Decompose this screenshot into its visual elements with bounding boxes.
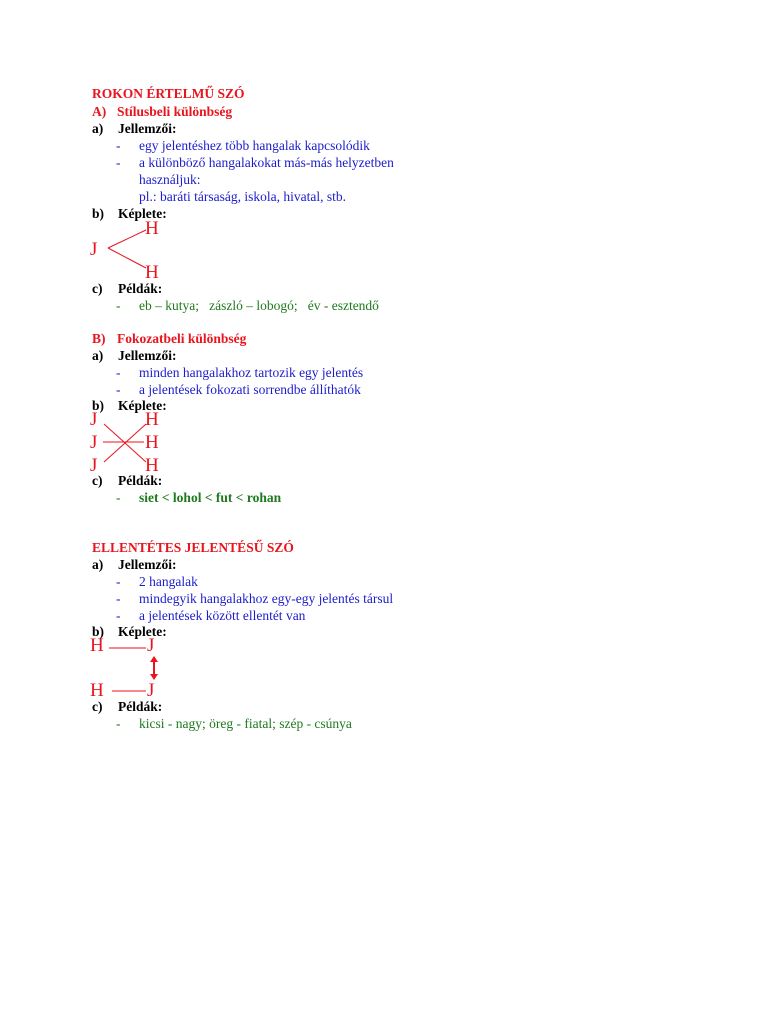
bullet-dash: - — [116, 608, 121, 623]
b-title: Képlete: — [118, 624, 167, 639]
bullet-text: mindegyik hangalakhoz egy-egy jelentés társul — [139, 591, 394, 606]
formula-j: J — [90, 432, 98, 453]
formula-h: H — [145, 409, 159, 430]
subsection-b-label: B) — [92, 331, 106, 346]
formula-h-bottom: H — [145, 262, 159, 283]
subsection-a-label: A) — [92, 104, 107, 119]
examples-text: eb – kutya; zászló – lobogó; év - esztendő — [139, 298, 379, 313]
formula-j-top: J — [147, 635, 155, 656]
bullet-text: minden hangalakhoz tartozik egy jelentés — [139, 365, 364, 380]
formula-j-bottom: J — [147, 680, 155, 701]
a-label: a) — [92, 557, 104, 572]
b-title: Képlete: — [118, 206, 167, 221]
c-label: c) — [92, 473, 103, 488]
section-title-rokon: ROKON ÉRTELMŰ SZÓ — [92, 86, 245, 101]
bullet-text: a jelentések között ellentét van — [139, 608, 306, 623]
formula-j: J — [90, 455, 98, 476]
formula-j: J — [90, 409, 98, 430]
bullet-text: egy jelentéshez több hangalak kapcsolódik — [139, 138, 370, 153]
c-title: Példák: — [118, 699, 163, 714]
formula-h-bottom: H — [90, 680, 104, 701]
c-title: Példák: — [118, 473, 163, 488]
bullet-dash: - — [116, 365, 121, 380]
b-label: b) — [92, 624, 105, 639]
a-title: Jellemzői: — [118, 121, 177, 136]
b-title: Képlete: — [118, 398, 167, 413]
bullet-dash: - — [116, 155, 121, 170]
examples-text: siet < lohol < fut < rohan — [139, 490, 282, 505]
a-label: a) — [92, 121, 104, 136]
a-title: Jellemzői: — [118, 348, 177, 363]
a-label: a) — [92, 348, 104, 363]
subsection-a-title: Stílusbeli különbség — [117, 104, 233, 119]
section-title-ellentetes: ELLENTÉTES JELENTÉSŰ SZÓ — [92, 540, 294, 555]
bullet-dash: - — [116, 382, 121, 397]
a-title: Jellemzői: — [118, 557, 177, 572]
bullet-continuation: használjuk: — [139, 172, 201, 187]
bullet-text: 2 hangalak — [139, 574, 198, 589]
c-title: Példák: — [118, 281, 163, 296]
example-line: pl.: baráti társaság, iskola, hivatal, stb. — [139, 189, 346, 204]
formula-h-top: H — [145, 218, 159, 239]
formula-h: H — [145, 432, 159, 453]
bullet-dash: - — [116, 298, 121, 313]
c-label: c) — [92, 281, 103, 296]
examples-text: kicsi - nagy; öreg - fiatal; szép - csúnya — [139, 716, 352, 731]
c-label: c) — [92, 699, 103, 714]
formula-j: J — [90, 239, 98, 260]
bullet-dash: - — [116, 716, 121, 731]
subsection-b-title: Fokozatbeli különbség — [117, 331, 247, 346]
bullet-dash: - — [116, 138, 121, 153]
bullet-text: a jelentések fokozati sorrendbe állíthatók — [139, 382, 361, 397]
bullet-text: a különböző hangalakokat más-más helyzetben — [139, 155, 394, 170]
b-label: b) — [92, 398, 105, 413]
formula-h: H — [145, 455, 159, 476]
bullet-dash: - — [116, 591, 121, 606]
b-label: b) — [92, 206, 105, 221]
bullet-dash: - — [116, 490, 121, 505]
bullet-dash: - — [116, 574, 121, 589]
formula-h-top: H — [90, 635, 104, 656]
